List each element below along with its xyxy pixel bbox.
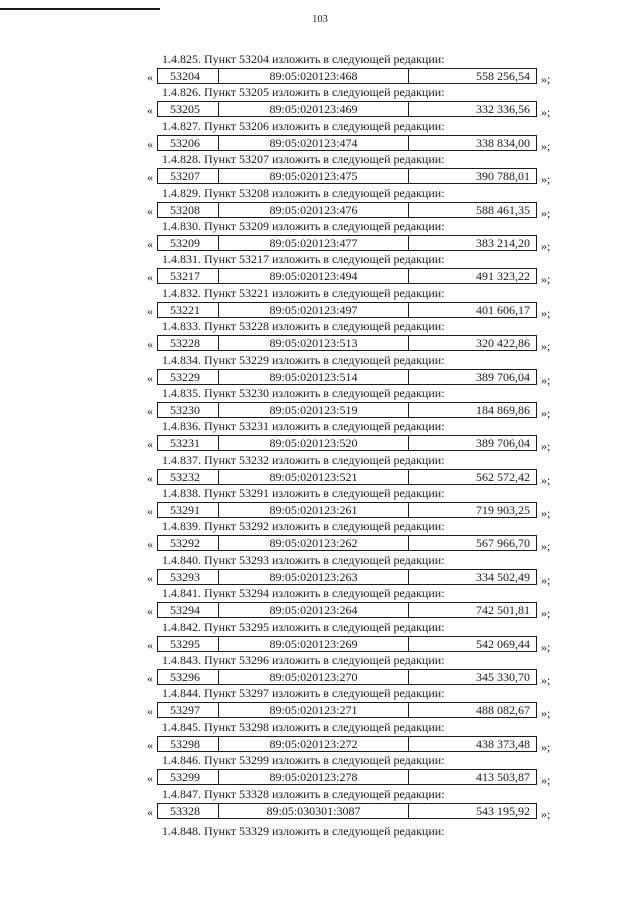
amendment-entry	[0, 620, 640, 653]
cadastral-number: 89:05:020123:514	[219, 370, 409, 384]
item-code: 53206	[158, 136, 219, 150]
amendment-table-row	[157, 335, 537, 351]
item-code: 53209	[158, 236, 219, 250]
opening-quote: «	[147, 737, 153, 752]
closing-quote: »;	[541, 639, 551, 654]
amendment-table-row	[157, 402, 537, 418]
amendment-entry	[0, 753, 640, 786]
cadastral-number: 89:05:020123:278	[219, 770, 409, 784]
closing-quote: »;	[541, 439, 551, 454]
cadastral-number: 89:05:020123:494	[219, 269, 409, 283]
cadastral-value: 383 214,20	[476, 235, 530, 250]
closing-quote: »;	[541, 372, 551, 387]
amendment-entry	[0, 586, 640, 619]
opening-quote: «	[147, 170, 153, 185]
cadastral-number: 89:05:020123:520	[219, 436, 409, 450]
amendment-heading-final: 1.4.848. Пункт 53329 изложить в следующей редакции:	[162, 824, 445, 838]
closing-quote: »;	[541, 238, 551, 253]
item-code: 53208	[158, 203, 219, 217]
amendment-heading: 1.4.827. Пункт 53206 изложить в следующей редакции:	[162, 118, 445, 133]
amendment-table-row	[157, 636, 537, 652]
opening-quote: «	[147, 203, 153, 218]
cadastral-value: 338 834,00	[476, 135, 530, 150]
opening-quote: «	[147, 570, 153, 585]
closing-quote: »;	[541, 506, 551, 521]
amendment-table-row	[157, 101, 537, 117]
closing-quote: »;	[541, 472, 551, 487]
amendment-heading: 1.4.845. Пункт 53298 изложить в следующей редакции:	[162, 719, 445, 734]
cadastral-value: 562 572,42	[476, 469, 530, 484]
amendment-table-row	[157, 435, 537, 451]
amendment-table-row	[157, 736, 537, 752]
item-code: 53291	[158, 503, 219, 517]
closing-quote: »;	[541, 739, 551, 754]
cadastral-value: 567 966,70	[476, 536, 530, 551]
closing-quote: »;	[541, 673, 551, 688]
amendment-entry	[0, 186, 640, 219]
item-code: 53204	[158, 69, 219, 83]
closing-quote: »;	[541, 205, 551, 220]
item-code: 53296	[158, 670, 219, 684]
cadastral-number: 89:05:020123:264	[219, 603, 409, 617]
cadastral-value: 389 706,04	[476, 369, 530, 384]
cadastral-value: 389 706,04	[476, 436, 530, 451]
amendment-entry	[0, 119, 640, 152]
cadastral-number: 89:05:020123:477	[219, 236, 409, 250]
item-code: 53231	[158, 436, 219, 450]
amendment-heading: 1.4.840. Пункт 53293 изложить в следующей редакции:	[162, 552, 445, 567]
amendment-table-row	[157, 68, 537, 84]
header-rule	[0, 8, 160, 10]
closing-quote: »;	[541, 572, 551, 587]
amendment-entry	[0, 353, 640, 386]
item-code: 53229	[158, 370, 219, 384]
opening-quote: «	[147, 136, 153, 151]
amendment-table-row	[157, 202, 537, 218]
amendment-heading: 1.4.829. Пункт 53208 изложить в следующей редакции:	[162, 185, 445, 200]
closing-quote: »;	[541, 606, 551, 621]
amendment-heading: 1.4.847. Пункт 53328 изложить в следующей редакции:	[162, 786, 445, 801]
amendment-table-row	[157, 502, 537, 518]
amendment-table-row	[157, 168, 537, 184]
cadastral-number: 89:05:020123:513	[219, 336, 409, 350]
item-code: 53207	[158, 169, 219, 183]
amendment-table-row	[157, 369, 537, 385]
amendment-table-row	[157, 702, 537, 718]
opening-quote: «	[147, 236, 153, 251]
closing-quote: »;	[541, 138, 551, 153]
amendments-list	[0, 52, 640, 820]
amendment-entry	[0, 519, 640, 552]
opening-quote: «	[147, 537, 153, 552]
cadastral-number: 89:05:020123:262	[219, 536, 409, 550]
cadastral-number: 89:05:020123:271	[219, 703, 409, 717]
amendment-entry	[0, 219, 640, 252]
cadastral-value: 332 336,56	[476, 102, 530, 117]
cadastral-value: 320 422,86	[476, 336, 530, 351]
cadastral-value: 558 256,54	[476, 69, 530, 83]
opening-quote: «	[147, 437, 153, 452]
page-number: 103	[312, 14, 328, 25]
closing-quote: »;	[541, 405, 551, 420]
item-code: 53299	[158, 770, 219, 784]
amendment-table-row	[157, 602, 537, 618]
opening-quote: «	[147, 70, 153, 84]
item-code: 53298	[158, 737, 219, 751]
closing-quote: »;	[541, 339, 551, 354]
item-code: 53232	[158, 470, 219, 484]
amendment-heading: 1.4.834. Пункт 53229 изложить в следующей редакции:	[162, 352, 445, 367]
cadastral-value: 742 501,81	[476, 603, 530, 618]
amendment-table-row	[157, 569, 537, 585]
amendment-table-row	[157, 135, 537, 151]
amendment-entry	[0, 386, 640, 419]
amendment-entry	[0, 286, 640, 319]
cadastral-number: 89:05:020123:272	[219, 737, 409, 751]
closing-quote: »;	[541, 72, 551, 86]
opening-quote: «	[147, 303, 153, 318]
item-code: 53221	[158, 303, 219, 317]
cadastral-number: 89:05:020123:469	[219, 102, 409, 116]
cadastral-number: 89:05:030301:3087	[219, 804, 409, 818]
amendment-heading: 1.4.832. Пункт 53221 изложить в следующей редакции:	[162, 285, 445, 300]
amendment-table-row	[157, 235, 537, 251]
cadastral-value: 719 903,25	[476, 503, 530, 518]
amendment-table-row	[157, 769, 537, 785]
amendment-entry	[0, 553, 640, 586]
amendment-entry	[0, 319, 640, 352]
cadastral-number: 89:05:020123:475	[219, 169, 409, 183]
amendment-entry	[0, 787, 640, 820]
cadastral-value: 334 502,49	[476, 569, 530, 584]
amendment-entry	[0, 486, 640, 519]
amendment-heading: 1.4.833. Пункт 53228 изложить в следующей редакции:	[162, 319, 445, 334]
closing-quote: »;	[541, 773, 551, 788]
amendment-heading: 1.4.831. Пункт 53217 изложить в следующей редакции:	[162, 252, 445, 267]
cadastral-value: 588 461,35	[476, 202, 530, 217]
cadastral-value: 491 323,22	[476, 269, 530, 284]
amendment-heading: 1.4.838. Пункт 53291 изложить в следующей редакции:	[162, 486, 445, 501]
amendment-heading: 1.4.839. Пункт 53292 изложить в следующей редакции:	[162, 519, 445, 534]
cadastral-value: 184 869,86	[476, 402, 530, 417]
opening-quote: «	[147, 403, 153, 418]
item-code: 53228	[158, 336, 219, 350]
amendment-table-row	[157, 469, 537, 485]
amendment-entry	[0, 419, 640, 452]
amendment-heading: 1.4.835. Пункт 53230 изложить в следующей редакции:	[162, 385, 445, 400]
cadastral-number: 89:05:020123:269	[219, 637, 409, 651]
item-code: 53328	[158, 804, 219, 818]
cadastral-number: 89:05:020123:270	[219, 670, 409, 684]
amendment-heading: 1.4.846. Пункт 53299 изложить в следующей редакции:	[162, 753, 445, 768]
amendment-entry	[0, 52, 640, 85]
opening-quote: «	[147, 103, 153, 118]
opening-quote: «	[147, 804, 153, 819]
cadastral-number: 89:05:020123:261	[219, 503, 409, 517]
closing-quote: »;	[541, 105, 551, 120]
closing-quote: »;	[541, 272, 551, 287]
cadastral-value: 543 195,92	[476, 803, 530, 818]
cadastral-number: 89:05:020123:519	[219, 403, 409, 417]
opening-quote: «	[147, 337, 153, 352]
amendment-entry	[0, 720, 640, 753]
opening-quote: «	[147, 270, 153, 285]
opening-quote: «	[147, 637, 153, 652]
cadastral-value: 542 069,44	[476, 636, 530, 651]
opening-quote: «	[147, 504, 153, 519]
item-code: 53205	[158, 102, 219, 116]
cadastral-value: 390 788,01	[476, 169, 530, 184]
amendment-heading: 1.4.837. Пункт 53232 изложить в следующей редакции:	[162, 452, 445, 467]
amendment-table-row	[157, 669, 537, 685]
amendment-entry	[0, 453, 640, 486]
amendment-table-row	[157, 268, 537, 284]
cadastral-value: 345 330,70	[476, 670, 530, 685]
cadastral-number: 89:05:020123:521	[219, 470, 409, 484]
closing-quote: »;	[541, 539, 551, 554]
amendment-heading: 1.4.826. Пункт 53205 изложить в следующей редакции:	[162, 85, 445, 100]
amendment-entry	[0, 252, 640, 285]
item-code: 53217	[158, 269, 219, 283]
cadastral-number: 89:05:020123:474	[219, 136, 409, 150]
amendment-table-row	[157, 803, 537, 819]
amendment-heading: 1.4.830. Пункт 53209 изложить в следующей редакции:	[162, 218, 445, 233]
opening-quote: «	[147, 470, 153, 485]
amendment-heading: 1.4.843. Пункт 53296 изложить в следующей редакции:	[162, 653, 445, 668]
cadastral-number: 89:05:020123:263	[219, 570, 409, 584]
amendment-entry	[0, 152, 640, 185]
item-code: 53293	[158, 570, 219, 584]
amendment-heading: 1.4.842. Пункт 53295 изложить в следующей редакции:	[162, 619, 445, 634]
item-code: 53295	[158, 637, 219, 651]
amendment-entry	[0, 85, 640, 118]
item-code: 53297	[158, 703, 219, 717]
closing-quote: »;	[541, 706, 551, 721]
closing-quote: »;	[541, 172, 551, 187]
opening-quote: «	[147, 370, 153, 385]
closing-quote: »;	[541, 305, 551, 320]
amendment-table-row	[157, 535, 537, 551]
item-code: 53294	[158, 603, 219, 617]
cadastral-value: 488 082,67	[476, 703, 530, 718]
opening-quote: «	[147, 771, 153, 786]
amendment-heading: 1.4.825. Пункт 53204 изложить в следующей редакции:	[162, 52, 445, 66]
amendment-heading: 1.4.836. Пункт 53231 изложить в следующей редакции:	[162, 419, 445, 434]
closing-quote: »;	[541, 806, 551, 821]
opening-quote: «	[147, 604, 153, 619]
amendment-heading: 1.4.844. Пункт 53297 изложить в следующей редакции:	[162, 686, 445, 701]
amendment-heading: 1.4.841. Пункт 53294 изложить в следующей редакции:	[162, 586, 445, 601]
cadastral-number: 89:05:020123:497	[219, 303, 409, 317]
cadastral-value: 438 373,48	[476, 736, 530, 751]
item-code: 53292	[158, 536, 219, 550]
cadastral-value: 401 606,17	[476, 302, 530, 317]
cadastral-value: 413 503,87	[476, 770, 530, 785]
amendment-entry	[0, 653, 640, 686]
amendment-entry	[0, 686, 640, 719]
item-code: 53230	[158, 403, 219, 417]
cadastral-number: 89:05:020123:476	[219, 203, 409, 217]
opening-quote: «	[147, 704, 153, 719]
amendment-table-row	[157, 302, 537, 318]
cadastral-number: 89:05:020123:468	[219, 69, 409, 83]
amendment-heading: 1.4.828. Пункт 53207 изложить в следующей редакции:	[162, 152, 445, 167]
opening-quote: «	[147, 671, 153, 686]
